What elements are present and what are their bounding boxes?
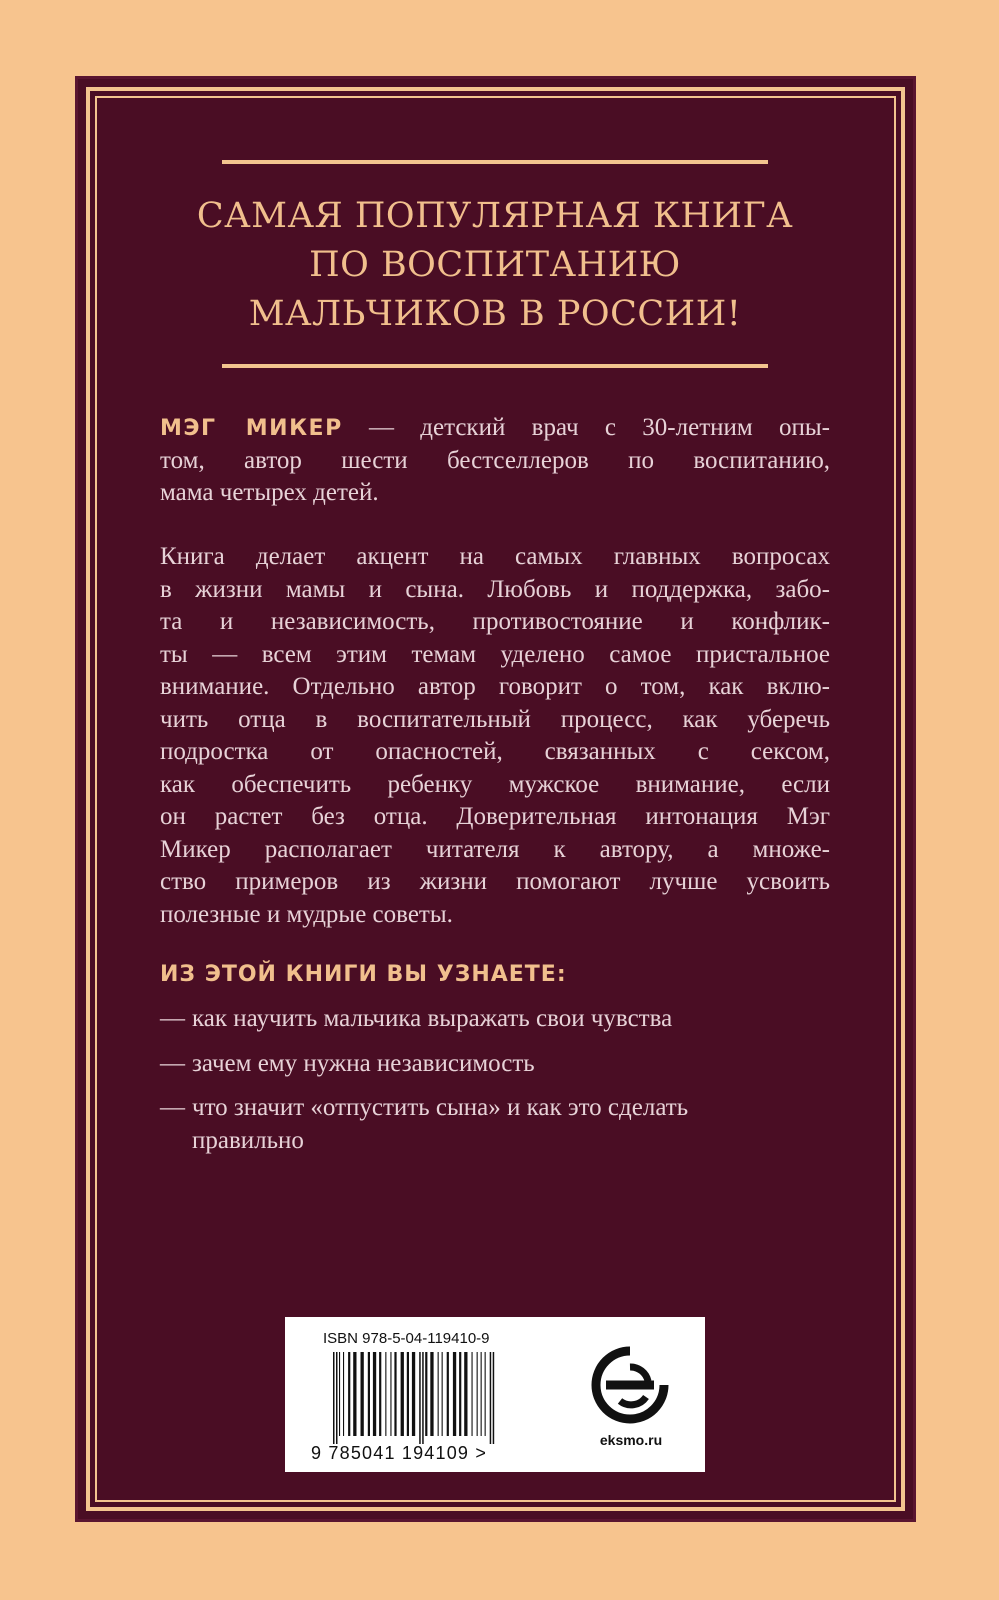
barcode-bar bbox=[379, 1352, 381, 1436]
bottom-divider bbox=[222, 364, 768, 368]
barcode-bar bbox=[353, 1352, 356, 1436]
headline-line: ПО ВОСПИТАНИЮ bbox=[309, 245, 681, 285]
list-item bbox=[160, 1092, 780, 1157]
description-line: как обеспечить ребенку мужское внимание, если bbox=[160, 770, 830, 798]
barcode-bar bbox=[343, 1352, 344, 1436]
description-line: чить отца в воспитательный процесс, как уберечь bbox=[160, 705, 830, 733]
description-line: ство примеров из жизни помогают лучше усвоить bbox=[160, 868, 830, 895]
barcode-bar bbox=[459, 1352, 461, 1436]
barcode-bar bbox=[333, 1352, 335, 1444]
description-line: полезные и мудрые советы. bbox=[160, 900, 453, 928]
barcode-bar bbox=[373, 1352, 376, 1436]
barcode-bar bbox=[481, 1352, 482, 1436]
barcode-bar bbox=[401, 1352, 404, 1436]
barcode-bar bbox=[419, 1352, 421, 1444]
dash-bullet: — bbox=[160, 1005, 185, 1032]
barcode-bar bbox=[407, 1352, 409, 1436]
barcode-bar bbox=[453, 1352, 456, 1436]
list-item-text: что значит «отпустить сына» и как это сделать правильно bbox=[192, 1094, 689, 1154]
barcode-bar bbox=[485, 1352, 486, 1436]
description-line: подростка от опасностей, связанных с сексом, bbox=[160, 738, 830, 765]
barcode-bar bbox=[438, 1352, 439, 1436]
learn-heading: ИЗ ЭТОЙ КНИГИ ВЫ УЗНАЕТЕ: bbox=[160, 962, 567, 987]
barcode-bar bbox=[422, 1352, 424, 1444]
isbn-digits: 9 785041 194109 > bbox=[311, 1443, 488, 1463]
learn-list bbox=[160, 1003, 780, 1169]
barcode-bar bbox=[339, 1352, 340, 1436]
barcode-box bbox=[285, 1317, 705, 1472]
barcode-bar bbox=[361, 1352, 364, 1436]
barcode-bar bbox=[368, 1352, 370, 1436]
book-description bbox=[160, 541, 830, 931]
list-item-text: зачем ему нужна независимость bbox=[192, 1049, 535, 1077]
barcode-bar bbox=[490, 1352, 492, 1444]
barcode-bar bbox=[477, 1352, 478, 1436]
barcode-bar bbox=[412, 1352, 415, 1436]
isbn-label: ISBN 978-5-04-119410-9 bbox=[323, 1330, 490, 1347]
author-name: МЭГ МИКЕР bbox=[160, 416, 343, 441]
list-item bbox=[160, 1048, 780, 1081]
barcode-bar bbox=[472, 1352, 473, 1436]
dash-bullet: — bbox=[160, 1094, 185, 1121]
author-bio bbox=[160, 412, 830, 510]
headline bbox=[150, 192, 840, 339]
barcode-icon bbox=[333, 1352, 523, 1444]
barcode-bar bbox=[425, 1352, 427, 1436]
bio-line: мама четырех детей. bbox=[160, 479, 379, 506]
barcode-bar bbox=[385, 1352, 386, 1436]
top-divider bbox=[222, 160, 768, 164]
list-item bbox=[160, 1003, 780, 1036]
description-line: Книга делает акцент на самых главных вопросах bbox=[160, 543, 830, 570]
list-item-text: как научить мальчика выражать свои чувства bbox=[192, 1005, 673, 1032]
barcode-bar bbox=[442, 1352, 443, 1436]
eksmo-logo-icon bbox=[590, 1345, 670, 1425]
description-line: внимание. Отдельно автор говорит о том, как вклю- bbox=[160, 673, 830, 700]
description-line: та и независимость, противостояние и конфлик- bbox=[160, 608, 830, 635]
description-line: ты — всем этим темам уделено самое пристальное bbox=[160, 640, 830, 668]
description-line: Микер располагает читателя к автору, а множе- bbox=[160, 835, 830, 863]
barcode-bar bbox=[430, 1352, 433, 1436]
barcode-bar bbox=[390, 1352, 391, 1436]
headline-line: САМАЯ ПОПУЛЯРНАЯ КНИГА bbox=[196, 196, 794, 236]
description-line: в жизни мамы и сына. Любовь и поддержка, забо- bbox=[160, 575, 830, 603]
description-line: он растет без отца. Доверительная интонация Мэг bbox=[160, 803, 830, 830]
barcode-bar bbox=[336, 1352, 338, 1444]
barcode-bar bbox=[464, 1352, 467, 1436]
barcode-bar bbox=[348, 1352, 350, 1436]
barcode-bar bbox=[394, 1352, 396, 1436]
bio-line-rest: — детский врач с 30-летним опы- bbox=[342, 414, 830, 441]
bio-line: том, автор шести бестселлеров по воспитанию, bbox=[160, 446, 830, 474]
publisher-url: eksmo.ru bbox=[599, 1432, 663, 1448]
headline-line: МАЛЬЧИКОВ В РОССИИ! bbox=[248, 294, 742, 334]
barcode-bar bbox=[493, 1352, 495, 1444]
dash-bullet: — bbox=[160, 1049, 185, 1077]
barcode-bar bbox=[447, 1352, 449, 1436]
bio-line bbox=[160, 412, 830, 445]
